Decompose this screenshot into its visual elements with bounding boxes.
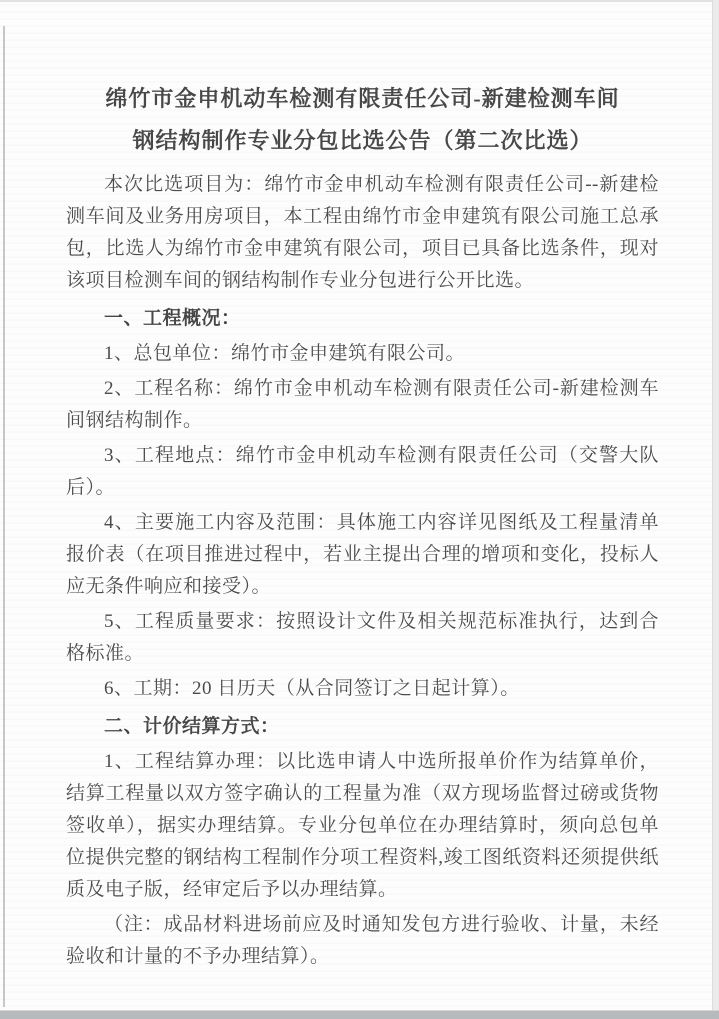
item-settlement-method: 1、工程结算办理：以比选申请人中选所报单价作为结算单价，结算工程量以双方签字确认的工程量为准（双方现场监督过磅或货物签收单），据实办理结算。专业分包单位在办理结算时，须向总包单位提供完整的钢结构工程制作分项工程资料,竣工图纸资料还须提供纸质及电子版，经审定后予以办理结算。 [66, 751, 659, 900]
item-scope-of-work: 4、主要施工内容及范围：具体施工内容详见图纸及工程量清单报价表（在项目推进过程中，若业主提出合理的增项和变化，投标人应无条件响应和接受）。 [66, 512, 659, 597]
paragraph-note: （注：成品材料进场前应及时通知发包方进行验收、计量，未经验收和计量的不予办理结算）。 [66, 914, 659, 967]
section-heading-settlement: 二、计价结算方式： [104, 716, 280, 737]
document-body [66, 169, 659, 973]
item-project-name: 2、工程名称：绵竹市金申机动车检测有限责任公司-新建检测车间钢结构制作。 [66, 378, 659, 431]
scan-edge-bottom [0, 1010, 719, 1019]
paragraph-intro: 本次比选项目为：绵竹市金申机动车检测有限责任公司--新建检测车间及业务用房项目，本工程由绵竹市金申建筑有限公司施工总承包，比选人为绵竹市金申建筑有限公司，项目已具备比选条件，现对该项目检测车间的钢结构制作专业分包进行公开比选。 [66, 174, 659, 291]
item-quality-requirement: 5、工程质量要求：按照设计文件及相关规范标准执行，达到合格标准。 [66, 611, 659, 664]
document-content [66, 78, 659, 973]
scan-edge-top [0, 0, 719, 2]
document-title-line2: 钢结构制作专业分包比选公告（第二次比选） [132, 128, 593, 153]
item-project-location: 3、工程地点：绵竹市金申机动车检测有限责任公司（交警大队后）。 [66, 445, 659, 498]
scan-edge-left [3, 26, 5, 1007]
document-title-line1: 绵竹市金申机动车检测有限责任公司-新建检测车间 [105, 86, 620, 111]
document-title [66, 78, 659, 162]
section-heading-overview: 一、工程概况： [104, 308, 241, 329]
item-construction-period: 6、工期：20 日历天（从合同签订之日起计算）。 [104, 678, 520, 699]
item-general-contractor: 1、总包单位：绵竹市金申建筑有限公司。 [104, 343, 466, 364]
scan-edge-right [712, 0, 719, 1011]
